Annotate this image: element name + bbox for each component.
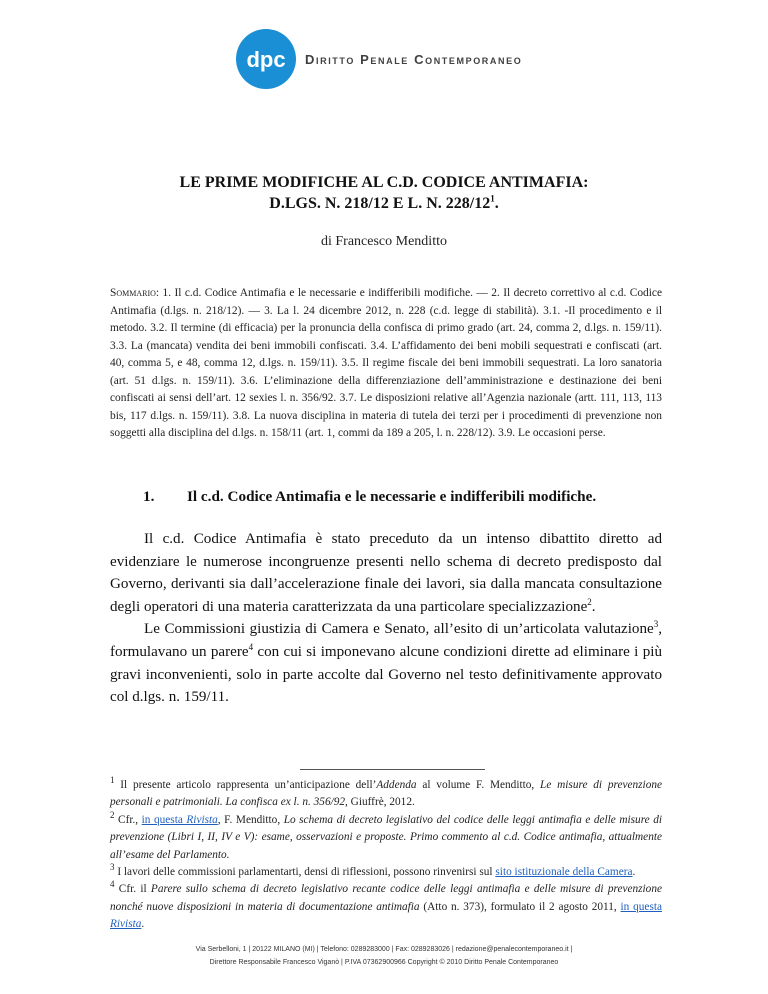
author-line: di Francesco Menditto bbox=[321, 234, 447, 249]
paragraph: Il c.d. Codice Antimafia è stato preceduto da un intenso dibattito diretto ad evidenziare le numerose incongruenze presenti nello schema di decreto predisposto dal Governo, derivanti sia dall’accelerazione finale dei lavori, sia dalla mancata consultazione degli operatori di una materia caratterizzata da una particolare specializzazione$^2$. bbox=[110, 531, 662, 615]
page-footer bbox=[0, 943, 768, 969]
camera-site-link[interactable]: sito istituzionale della Camera bbox=[495, 866, 633, 879]
summary-text: : 1. Il c.d. Codice Antimafia e le necessarie e indifferibili modifiche. — 2. Il decreto correttivo al c.d. Codice Antimafia (d.lgs. n. 218/12). — 3. La l. 24 dicembre 2012, n. 228 (c.d. legge di stabilità). 3.1. -Il procedimento e il metodo. 3.2. Il termine (di efficacia) per la pronuncia della confisca di primo grado (art. 24, comma 2, d.lgs. n. 159/11). 3.3. La (mancata) vendita dei beni immobili confiscati. 3.4. L’affidamento dei beni mobili sequestrati e confiscati (art. 40, comma 5, e 48, comma 12, d.lgs. n. 159/11). 3.5. Il regime fiscale dei beni immobili sequestrati. La loro sanatoria (art. 51 d.lgs. n. 159/11). 3.6. L’eliminazione della differenziazione dell’amministrazione e destinazione dei beni confiscati ai sensi dell’art. 12 sexies l. n. 356/92. 3.7. Le disposizioni relative all’Agenzia nazionale (artt. 111, 113, 113 bis, 117 d.lgs. n. 159/11). 3.8. La nuova disciplina in materia di tutela dei terzi per i procedimenti di prevenzione non soggetti alla disciplina del d.lgs. n. 158/11 (art. 1, commi da 189 a 205, l. n. 228/12). 3.9. Le occasioni perse. bbox=[110, 287, 662, 439]
section-heading bbox=[143, 488, 683, 506]
footnotes bbox=[110, 777, 662, 934]
journal-logo[interactable] bbox=[235, 28, 522, 90]
article-title bbox=[0, 172, 768, 214]
summary bbox=[110, 285, 662, 443]
paragraph: Le Commissioni giustizia di Camera e Senato, all’esito di un’articolata valutazione$^3$, formulavano un parere$^4$ con cui si imponevano alcune condizioni dirette ad eliminare i più gravi inconvenienti, solo in parte accolte dal Governo nel testo definitivamente approvato col d.lgs. n. 159/11. bbox=[110, 619, 662, 706]
footnote-2: $^2$ Cfr., in questa Rivista, F. Menditto, Lo schema di decreto legislativo del codice delle leggi antimafia e delle misure di prevenzione (Libri I, II, IV e V): esame, osservazioni e proposte. Primo commento al c.d. Codice antimafia, attualmente all’esame del Parlamento. bbox=[110, 810, 663, 861]
brand-name: Diritto Penale Contemporaneo bbox=[305, 51, 523, 67]
footnote-ref[interactable]: 4 bbox=[248, 641, 254, 652]
footnote-1: $^1$ Il presente articolo rappresenta un’anticipazione dell’Addenda al volume F. Menditto, Le misure di prevenzione personali e patrimoniali. La confisca ex l. n. 356/92, Giuffrè, 2012. bbox=[110, 775, 663, 809]
title-line-2: D.LGS. N. 218/12 E L. N. $228/12^1$. bbox=[269, 193, 499, 212]
rivista-link[interactable]: in questa Rivista bbox=[110, 900, 662, 931]
footnote-ref[interactable]: 3 bbox=[653, 619, 659, 630]
footnote-separator bbox=[300, 769, 485, 770]
section-number: 1. bbox=[143, 488, 155, 505]
rivista-link[interactable]: in questa Rivista bbox=[141, 813, 218, 826]
logo-initials: dpc bbox=[246, 47, 286, 72]
section-title: Il c.d. Codice Antimafia e le necessarie e indifferibili modifiche. bbox=[187, 488, 597, 505]
summary-label: Sommario bbox=[110, 287, 156, 299]
title-footnote-ref[interactable]: 1 bbox=[490, 193, 495, 204]
footnote-ref[interactable]: 2 bbox=[587, 596, 592, 607]
title-line-1: LE PRIME MODIFICHE AL C.D. CODICE ANTIMAFIA: bbox=[179, 174, 589, 191]
footer-legal: Direttore Responsabile Francesco Viganò | P.IVA 07362900966 Copyright © 2010 Diritto Penale Contemporaneo bbox=[209, 959, 559, 966]
footer-contacts: Via Serbelloni, 1 | 20122 MILANO (MI) | Telefono: 0289283000 | Fax: 0289283026 | redazione@penalecontemporaneo.it | bbox=[195, 946, 573, 953]
footnote-4: $^4$ Cfr. il Parere sullo schema di decreto legislativo recante codice delle leggi antimafia e delle misure di prevenzione nonché nuove disposizioni in materia di documentazione antimafia (Atto n. 373), formulato il 2 agosto 2011, in questa Rivista. bbox=[110, 879, 662, 931]
body-text bbox=[110, 528, 662, 709]
dpc-logo-icon bbox=[235, 28, 297, 90]
footnote-3: $^3$ I lavori delle commissioni parlamentarti, densi di riflessioni, possono rinvenirsi sul sito istituzionale della Camera. bbox=[110, 862, 636, 879]
